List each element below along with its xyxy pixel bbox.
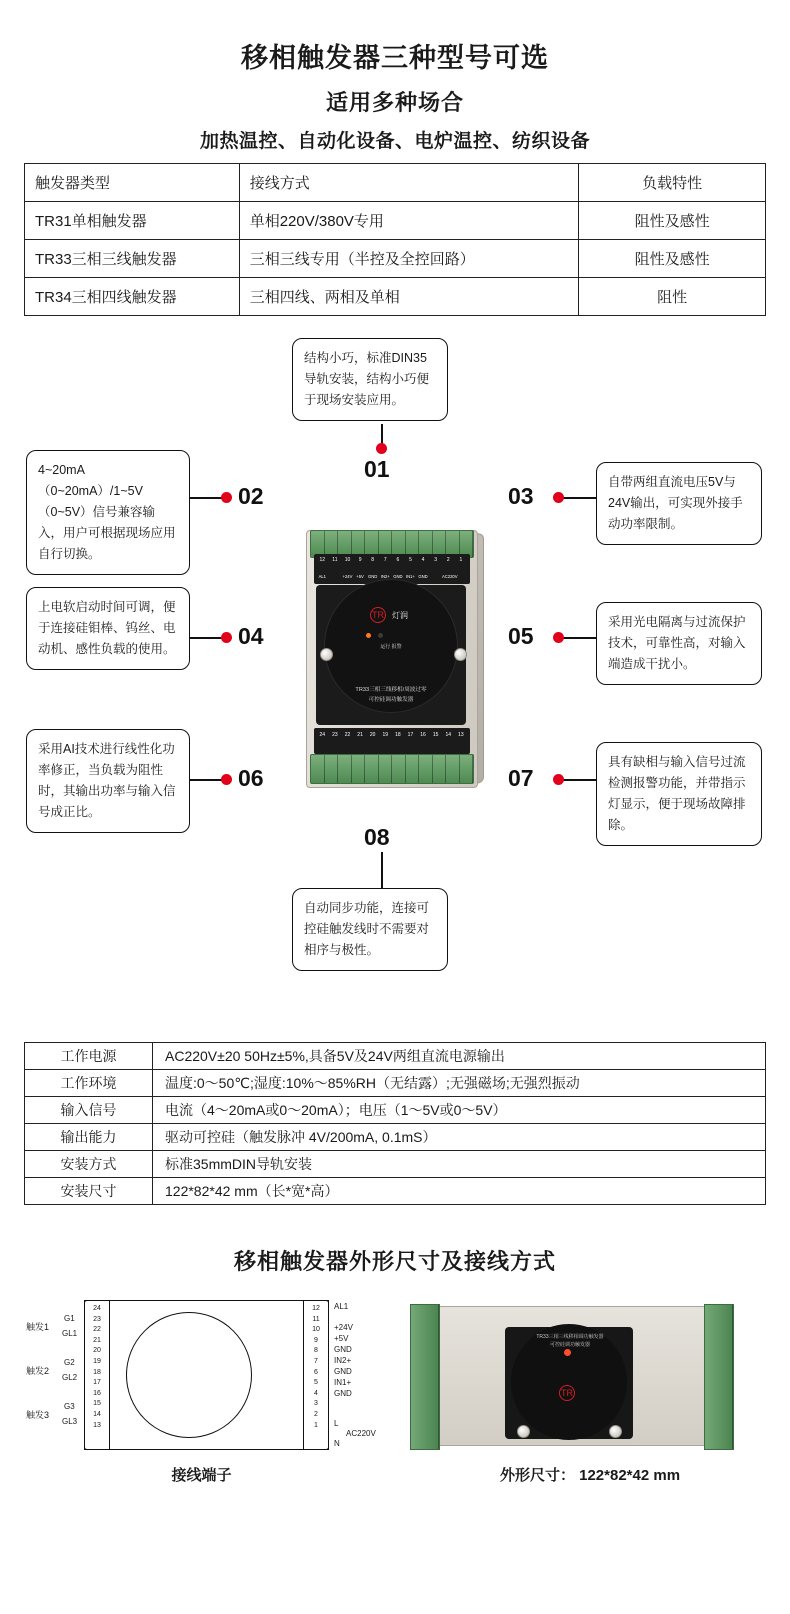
model-type-1: TR33三相三线触发器	[25, 240, 240, 278]
model-load-1: 阻性及感性	[579, 240, 766, 278]
spec-key-5: 安装尺寸	[25, 1178, 153, 1205]
dimensions-title: 移相触发器外形尺寸及接线方式	[233, 1249, 556, 1274]
pin-number: 9	[314, 1336, 318, 1344]
photo-screw-left-icon	[517, 1425, 530, 1438]
device-front-face	[316, 585, 466, 725]
signal-label-24v: +24V	[334, 1323, 353, 1332]
feature-number-01: 01	[364, 456, 390, 482]
leader-dot-03	[553, 492, 564, 503]
pin-number: 6	[396, 557, 400, 563]
models-header-load: 负载特性	[579, 164, 766, 202]
spec-value-1: 温度:0～50℃;湿度:10%～85%RH（无结露）;无强磁场;无强烈振动	[153, 1070, 766, 1097]
pin-label: IN2+	[380, 574, 390, 579]
terminal-diagram-caption: 接线端子	[171, 1467, 232, 1484]
pin-number: 18	[93, 1368, 101, 1376]
signal-label-n: N	[334, 1439, 340, 1448]
feature-number-04: 04	[238, 623, 264, 649]
trigger-label-2: 触发2	[26, 1366, 50, 1376]
photo-led-icon	[564, 1349, 571, 1356]
pin-number: 12	[312, 1305, 320, 1312]
pin-number: 22	[93, 1326, 101, 1334]
pin-label: +24V	[342, 574, 353, 579]
pin-number: 14	[93, 1410, 101, 1418]
pin-number: 17	[93, 1379, 101, 1387]
pin-label: +5V	[356, 574, 364, 579]
pin-label	[329, 574, 342, 579]
photo-screw-right-icon	[609, 1425, 622, 1438]
page-subtitle: 适用多种场合	[325, 90, 464, 115]
pin-number: 21	[93, 1336, 101, 1344]
table-row	[25, 1097, 766, 1124]
table-row	[25, 202, 766, 240]
table-row	[25, 1070, 766, 1097]
pin-number: 3	[434, 557, 438, 563]
terminal-pin-g3: G3	[64, 1402, 75, 1411]
photo-brand-logo-icon: TR	[559, 1385, 575, 1401]
signal-label-gnd-2: GND	[334, 1367, 352, 1376]
spec-key-0: 工作电源	[25, 1043, 153, 1070]
pin-number: 13	[458, 732, 464, 738]
pin-number: 14	[445, 732, 452, 738]
table-row	[25, 278, 766, 316]
model-type-0: TR31单相触发器	[25, 202, 240, 240]
terminal-pin-gl1: GL1	[62, 1329, 78, 1338]
table-row	[25, 1178, 766, 1205]
table-row	[25, 1043, 766, 1070]
spec-key-4: 安装方式	[25, 1151, 153, 1178]
led-legend: 运行 报警	[380, 644, 402, 650]
leader-dot-04	[221, 632, 232, 643]
device-face-line1: TR33三相三线移相/周波过零	[355, 687, 427, 693]
pin-number: 23	[332, 732, 338, 738]
photo-left-terminal	[410, 1304, 440, 1450]
signal-label-gnd-3: GND	[334, 1389, 352, 1398]
leader-dot-01	[376, 443, 387, 454]
pin-label: IN1+	[405, 574, 415, 579]
pin-number: 9	[358, 557, 362, 563]
leader-line-08	[381, 852, 383, 888]
model-wiring-0: 单相220V/380V专用	[239, 202, 579, 240]
feature-number-08: 08	[364, 824, 390, 850]
feature-callout-04: 上电软启动时间可调，便于连接硅钼棒、钨丝、电动机、感性负载的使用。	[26, 587, 190, 670]
pin-number: 4	[314, 1389, 318, 1397]
pin-number: 19	[382, 732, 389, 738]
table-row	[25, 240, 766, 278]
pin-label: GND	[418, 574, 428, 579]
pin-number: 16	[93, 1389, 101, 1397]
terminal-teeth	[311, 755, 473, 783]
photo-device-body	[418, 1306, 718, 1446]
models-header-type: 触发器类型	[25, 164, 240, 202]
terminal-pin-gl2: GL2	[62, 1373, 78, 1382]
spec-key-1: 工作环境	[25, 1070, 153, 1097]
specifications-table	[24, 1042, 766, 1205]
pin-number: 3	[314, 1400, 318, 1408]
spec-value-4: 标准35mmDIN导轨安装	[153, 1151, 766, 1178]
feature-number-02: 02	[238, 483, 264, 509]
feature-callout-07: 具有缺相与输入信号过流检测报警功能，并带指示灯显示，便于现场故障排除。	[596, 742, 762, 846]
pin-number: 23	[93, 1315, 101, 1323]
top-pin-numbers	[316, 557, 467, 563]
signal-label-5v: +5V	[334, 1334, 349, 1343]
pin-number: 19	[93, 1357, 101, 1365]
photo-right-terminal	[704, 1304, 734, 1450]
pin-number: 8	[314, 1347, 318, 1355]
leader-line-05	[560, 637, 596, 639]
model-type-2: TR34三相四线触发器	[25, 278, 240, 316]
device-face-line2: 可控硅调功触发器	[368, 697, 414, 703]
photo-face-line1: TR33三相三线移相调功触发器	[536, 1334, 604, 1340]
feature-number-06: 06	[238, 765, 264, 791]
feature-callout-02: 4~20mA（0~20mA）/1~5V（0~5V）信号兼容输入，用户可根据现场应用自行切换。	[26, 450, 190, 575]
spec-value-5: 122*82*42 mm（长*宽*高）	[153, 1178, 766, 1205]
pin-number: 5	[314, 1379, 318, 1387]
bottom-terminal-block	[310, 754, 474, 784]
terminal-pin-g2: G2	[64, 1358, 75, 1367]
model-wiring-2: 三相四线、两相及单相	[239, 278, 579, 316]
pin-number: 8	[371, 557, 375, 563]
pin-number: 2	[314, 1410, 318, 1418]
product-device-illustration	[296, 500, 496, 820]
pin-number: 4	[421, 557, 425, 563]
models-table	[24, 163, 766, 316]
diagram-right-pin-numbers	[305, 1304, 327, 1431]
pin-number: 5	[409, 557, 412, 563]
pin-number: 13	[93, 1421, 101, 1429]
trigger-label-1: 触发1	[26, 1322, 50, 1332]
leader-dot-07	[553, 774, 564, 785]
pin-number: 1	[459, 557, 463, 563]
pin-number: 7	[314, 1357, 318, 1365]
pin-label: AL1	[318, 574, 327, 579]
pin-number: 11	[332, 557, 338, 563]
spec-value-3: 驱动可控硅（触发脉冲 4V/200mA, 0.1mS）	[153, 1124, 766, 1151]
pin-number: 24	[319, 732, 326, 738]
terminal-teeth	[411, 1305, 439, 1449]
signal-label-in2: IN2+	[334, 1356, 352, 1365]
model-load-0: 阻性及感性	[579, 202, 766, 240]
bottom-pin-strip	[314, 728, 470, 754]
pin-number: 15	[432, 732, 439, 738]
bottom-pin-numbers	[316, 732, 467, 738]
photo-caption: 外形尺寸： 122*82*42 mm	[499, 1467, 681, 1484]
leader-line-07	[560, 779, 596, 781]
pin-number: 1	[314, 1421, 318, 1429]
leader-dot-06	[221, 774, 232, 785]
pin-number: 15	[93, 1400, 101, 1408]
feature-callout-05: 采用光电隔离与过流保护技术，可靠性高，对输入端造成干扰小。	[596, 602, 762, 685]
leader-line-03	[560, 497, 596, 499]
pin-number: 2	[446, 557, 450, 563]
terminal-pin-g1: G1	[64, 1314, 75, 1323]
photo-face-line2: 可控硅调功触发器	[549, 1342, 590, 1348]
pin-label	[429, 574, 442, 579]
signal-label-al1: AL1	[334, 1302, 349, 1311]
pin-number: 20	[369, 732, 376, 738]
feature-callout-01: 结构小巧，标准DIN35导轨安装，结构小巧便于现场安装应用。	[292, 338, 448, 421]
trigger-label-3: 触发3	[26, 1410, 50, 1420]
diagram-left-pin-numbers	[86, 1304, 108, 1431]
feature-callout-06: 采用AI技术进行线性化功率修正，当负载为阻性时，其输出功率与输入信号成正比。	[26, 729, 190, 833]
pin-number: 18	[395, 732, 401, 738]
models-header-wiring: 接线方式	[239, 164, 579, 202]
terminal-pin-gl3: GL3	[62, 1417, 78, 1426]
feature-number-05: 05	[508, 623, 534, 649]
pin-number: 12	[319, 557, 326, 563]
pin-number: 22	[344, 732, 351, 738]
signal-label-in1: IN1+	[334, 1378, 352, 1387]
feature-callout-08: 自动同步功能，连接可控硅触发线时不需要对相序与极性。	[292, 888, 448, 971]
pin-number: 21	[357, 732, 363, 738]
leader-dot-05	[553, 632, 564, 643]
applications-line: 加热温控、自动化设备、电炉温控、纺织设备	[199, 131, 590, 152]
terminal-teeth	[705, 1305, 733, 1449]
feature-number-07: 07	[508, 765, 534, 791]
model-load-2: 阻性	[579, 278, 766, 316]
signal-label-l: L	[334, 1419, 339, 1428]
pin-number: 7	[383, 557, 387, 563]
pin-number: 24	[93, 1305, 101, 1312]
diagram-circle	[126, 1312, 252, 1438]
pin-number: 11	[312, 1315, 320, 1323]
pin-number: 10	[312, 1326, 320, 1334]
pin-number: 17	[407, 732, 414, 738]
table-row	[25, 164, 766, 202]
spec-value-0: AC220V±20 50Hz±5%,具备5V及24V两组直流电源输出	[153, 1043, 766, 1070]
leader-dot-02	[221, 492, 232, 503]
pin-label: GND	[393, 574, 403, 579]
brand-name: 灯润	[392, 611, 408, 620]
screw-right-icon	[454, 648, 467, 661]
spec-key-2: 输入信号	[25, 1097, 153, 1124]
pin-label: AC220V	[441, 574, 458, 579]
signal-label-gnd-1: GND	[334, 1345, 352, 1354]
pin-number: 16	[420, 732, 426, 738]
page-title: 移相触发器三种型号可选	[241, 43, 549, 73]
product-photo	[404, 1292, 776, 1492]
feature-number-03: 03	[508, 483, 534, 509]
terminal-wiring-diagram	[14, 1292, 389, 1492]
signal-label-ac220v: AC220V	[346, 1429, 376, 1438]
alarm-led-icon	[378, 633, 383, 638]
pin-label	[455, 574, 468, 579]
pin-number: 6	[314, 1368, 318, 1376]
table-row	[25, 1151, 766, 1178]
spec-value-2: 电流（4～20mA或0～20mA）；电压（1～5V或0～5V）	[153, 1097, 766, 1124]
screw-left-icon	[320, 648, 333, 661]
spec-key-3: 输出能力	[25, 1124, 153, 1151]
pin-label: GND	[368, 574, 378, 579]
model-wiring-1: 三相三线专用（半控及全控回路）	[239, 240, 579, 278]
pin-number: 10	[344, 557, 351, 563]
table-row	[25, 1124, 766, 1151]
feature-callout-03: 自带两组直流电压5V与24V输出，可实现外接手动功率限制。	[596, 462, 762, 545]
run-led-icon	[366, 633, 371, 638]
pin-number: 20	[93, 1347, 101, 1355]
brand-logo-icon: TR	[370, 607, 386, 623]
